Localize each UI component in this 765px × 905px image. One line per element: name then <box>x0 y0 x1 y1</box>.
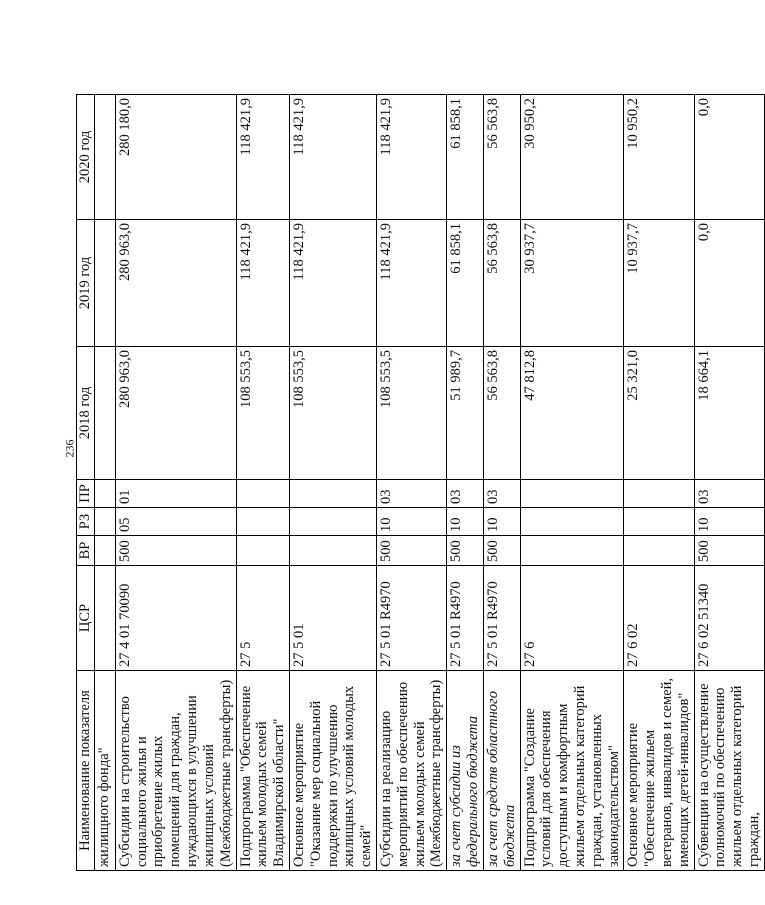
table-row <box>694 95 764 871</box>
budget-table-frame <box>76 95 763 871</box>
table-row <box>520 95 624 871</box>
cell-rz: 10 <box>377 508 447 536</box>
cell-csr: 27 6 02 51340 <box>694 566 764 671</box>
cell-name: Субсидии на реализацию мероприятий по обеспечению жильем молодых семей (Межбюджетные трансферты) <box>377 671 447 871</box>
cell-rz: 10 <box>447 508 484 536</box>
cell-vr <box>94 536 115 566</box>
table-row <box>94 95 115 871</box>
cell-name: Основное мероприятие "Оказание мер социальной поддержки по улучшению жилищных условий молодых семей" <box>289 671 376 871</box>
cell-csr: 27 5 01 R4970 <box>377 566 447 671</box>
header-2020: 2020 год <box>77 95 95 220</box>
cell-2019: 61 858,1 <box>447 220 484 347</box>
cell-rz <box>624 508 694 536</box>
cell-vr <box>236 536 289 566</box>
header-2019: 2019 год <box>77 220 95 347</box>
table-row <box>289 95 376 871</box>
cell-2018: 47 812,8 <box>520 347 624 480</box>
cell-2018: 108 553,5 <box>377 347 447 480</box>
cell-2019: 118 421,9 <box>236 220 289 347</box>
cell-csr: 27 6 <box>520 566 624 671</box>
cell-pr: 03 <box>694 480 764 508</box>
header-name: Наименование показателя <box>77 671 95 871</box>
cell-2018: 108 553,5 <box>236 347 289 480</box>
cell-pr: 03 <box>483 480 520 508</box>
header-csr: ЦСР <box>77 566 95 671</box>
cell-2020: 118 421,9 <box>377 95 447 220</box>
header-vr: ВР <box>77 536 95 566</box>
cell-rz <box>236 508 289 536</box>
cell-2020: 56 563,8 <box>483 95 520 220</box>
cell-2019: 30 937,7 <box>520 220 624 347</box>
cell-name: Подпрограмма "Создание условий для обеспечения доступным и комфортным жильем отдельных категорий граждан, установленных законодательством" <box>520 671 624 871</box>
cell-2020: 118 421,9 <box>236 95 289 220</box>
cell-name: Субсидии на строительство социального жилья и приобретение жилых помещений для граждан, нуждающихся в улучшении жилищных условий (Межбюджетные трансферты) <box>115 671 236 871</box>
cell-2018: 280 963,0 <box>115 347 236 480</box>
cell-csr: 27 4 01 70090 <box>115 566 236 671</box>
header-pr: ПР <box>77 480 95 508</box>
cell-vr <box>289 536 376 566</box>
cell-2019: 118 421,9 <box>289 220 376 347</box>
cell-vr: 500 <box>377 536 447 566</box>
header-2018: 2018 год <box>77 347 95 480</box>
cell-vr: 500 <box>447 536 484 566</box>
cell-2019: 280 963,0 <box>115 220 236 347</box>
cell-rz: 10 <box>483 508 520 536</box>
cell-vr <box>520 536 624 566</box>
cell-2020: 0,0 <box>694 95 764 220</box>
budget-table <box>76 94 765 871</box>
cell-vr: 500 <box>694 536 764 566</box>
header-rz: РЗ <box>77 508 95 536</box>
cell-2019: 118 421,9 <box>377 220 447 347</box>
cell-name: Основное мероприятие "Обеспечение жильем ветеранов, инвалидов и семей, имеющих детей-инвалидов" <box>624 671 694 871</box>
cell-name: жилищного фонда" <box>94 671 115 871</box>
cell-2020: 118 421,9 <box>289 95 376 220</box>
cell-pr: 03 <box>447 480 484 508</box>
table-row <box>377 95 447 871</box>
page-number: 236 <box>62 439 77 458</box>
cell-csr: 27 5 01 <box>289 566 376 671</box>
rotated-table-container <box>76 95 763 871</box>
cell-2020: 10 950,2 <box>624 95 694 220</box>
cell-pr <box>624 480 694 508</box>
table-row <box>236 95 289 871</box>
cell-2020: 30 950,2 <box>520 95 624 220</box>
table-row <box>447 95 484 871</box>
cell-csr: 27 5 01 R4970 <box>447 566 484 671</box>
cell-rz <box>289 508 376 536</box>
cell-rz <box>94 508 115 536</box>
cell-csr: 27 5 01 R4970 <box>483 566 520 671</box>
cell-csr <box>94 566 115 671</box>
cell-vr: 500 <box>115 536 236 566</box>
cell-2018: 56 563,8 <box>483 347 520 480</box>
cell-2018: 25 321,0 <box>624 347 694 480</box>
cell-2020: 61 858,1 <box>447 95 484 220</box>
cell-rz: 10 <box>694 508 764 536</box>
cell-2020: 280 180,0 <box>115 95 236 220</box>
table-header-row <box>77 95 95 871</box>
cell-vr <box>624 536 694 566</box>
cell-pr <box>94 480 115 508</box>
cell-2018: 18 664,1 <box>694 347 764 480</box>
cell-2019 <box>94 220 115 347</box>
cell-2018: 51 989,7 <box>447 347 484 480</box>
cell-2020 <box>94 95 115 220</box>
cell-2019: 0,0 <box>694 220 764 347</box>
cell-pr <box>289 480 376 508</box>
cell-2019: 10 937,7 <box>624 220 694 347</box>
cell-pr <box>236 480 289 508</box>
cell-name: Подпрограмма "Обеспечение жильем молодых семей Владимирской области" <box>236 671 289 871</box>
cell-rz <box>520 508 624 536</box>
cell-2018 <box>94 347 115 480</box>
cell-vr: 500 <box>483 536 520 566</box>
cell-csr: 27 6 02 <box>624 566 694 671</box>
cell-name: за счет средств областного бюджета <box>483 671 520 871</box>
table-row <box>624 95 694 871</box>
cell-2018: 108 553,5 <box>289 347 376 480</box>
cell-csr: 27 5 <box>236 566 289 671</box>
table-row <box>483 95 520 871</box>
table-row <box>115 95 236 871</box>
cell-pr <box>520 480 624 508</box>
cell-name: за счет субсидии из федерального бюджета <box>447 671 484 871</box>
cell-pr: 01 <box>115 480 236 508</box>
cell-rz: 05 <box>115 508 236 536</box>
cell-pr: 03 <box>377 480 447 508</box>
cell-name: Субвенции на осуществление полномочий по обеспечению жильем отдельных категорий граждан, <box>694 671 764 871</box>
cell-2019: 56 563,8 <box>483 220 520 347</box>
